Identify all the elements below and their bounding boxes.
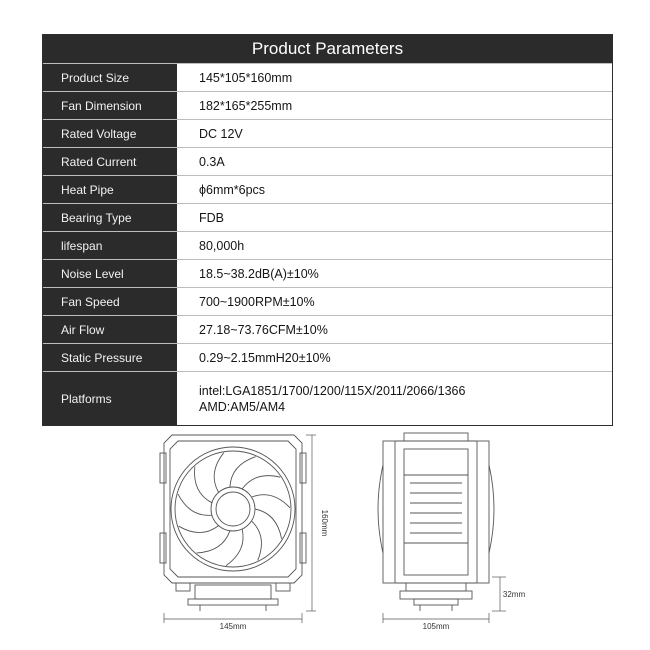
- row-label: Platforms: [43, 372, 177, 425]
- table-row: [43, 119, 612, 147]
- row-value: [177, 372, 612, 425]
- fan-blade: [194, 467, 211, 503]
- row-label: Air Flow: [43, 316, 177, 343]
- row-value-line: DC 12V: [199, 126, 243, 141]
- row-value-line: 27.18~73.76CFM±10%: [199, 322, 328, 337]
- table-row: [43, 371, 612, 425]
- height-label: 160mm: [320, 509, 329, 537]
- row-value-line: 700~1900RPM±10%: [199, 294, 315, 309]
- table-row: [43, 231, 612, 259]
- row-value: [177, 148, 612, 175]
- row-value-line: 18.5~38.2dB(A)±10%: [199, 266, 319, 281]
- row-value: [177, 120, 612, 147]
- table-row: [43, 63, 612, 91]
- fan-blade: [178, 494, 212, 515]
- row-value: [177, 232, 612, 259]
- row-label: Rated Current: [43, 148, 177, 175]
- row-value: [177, 204, 612, 231]
- table-row: [43, 175, 612, 203]
- row-label: Fan Speed: [43, 288, 177, 315]
- fan-blade: [252, 521, 262, 560]
- side-view-drawing: [378, 433, 494, 611]
- table-title: Product Parameters: [43, 35, 612, 63]
- row-value-line: 80,000h: [199, 238, 245, 253]
- row-value: [177, 344, 612, 371]
- row-value-line: ϕ6mm*6pcs: [199, 182, 266, 197]
- product-parameters-table: [42, 34, 613, 426]
- table-body: [43, 63, 612, 425]
- side-width-label: 105mm: [422, 622, 450, 631]
- row-label: Static Pressure: [43, 344, 177, 371]
- row-label: Product Size: [43, 64, 177, 91]
- fan-blade: [252, 495, 291, 508]
- table-row: [43, 203, 612, 231]
- row-label: Heat Pipe: [43, 176, 177, 203]
- front-view-drawing: [160, 435, 306, 611]
- base-height-label: 32mm: [502, 590, 526, 599]
- fan-blade: [242, 476, 280, 489]
- row-value: [177, 260, 612, 287]
- row-value-line: FDB: [199, 210, 224, 225]
- fan-blade: [214, 453, 224, 493]
- row-value-line: 0.29~2.15mmH20±10%: [199, 350, 331, 365]
- dimension-drawing: [0, 425, 650, 650]
- row-value: [177, 316, 612, 343]
- fan-blade: [255, 509, 282, 539]
- row-value-line: AMD:AM5/AM4: [199, 399, 286, 414]
- table-row: [43, 91, 612, 119]
- table-row: [43, 259, 612, 287]
- row-label: Noise Level: [43, 260, 177, 287]
- row-label: lifespan: [43, 232, 177, 259]
- row-value-line: intel:LGA1851/1700/1200/115X/2011/2066/1366: [199, 383, 466, 398]
- row-label: Bearing Type: [43, 204, 177, 231]
- row-value-line: 182*165*255mm: [199, 98, 293, 113]
- row-label: Rated Voltage: [43, 120, 177, 147]
- fan-blade: [230, 457, 256, 488]
- table-row: [43, 147, 612, 175]
- row-value-line: 145*105*160mm: [199, 70, 293, 85]
- front-width-label: 145mm: [219, 622, 247, 631]
- fan-blade: [197, 531, 230, 553]
- table-row: [43, 343, 612, 371]
- row-value: [177, 176, 612, 203]
- row-value: [177, 288, 612, 315]
- front-view-dimensions: [164, 435, 316, 623]
- table-row: [43, 315, 612, 343]
- table-row: [43, 287, 612, 315]
- row-value: [177, 64, 612, 91]
- row-value: [177, 92, 612, 119]
- fan-blade: [179, 526, 219, 533]
- row-label: Fan Dimension: [43, 92, 177, 119]
- row-value-line: 0.3A: [199, 154, 225, 169]
- side-view-dimensions: [383, 577, 506, 623]
